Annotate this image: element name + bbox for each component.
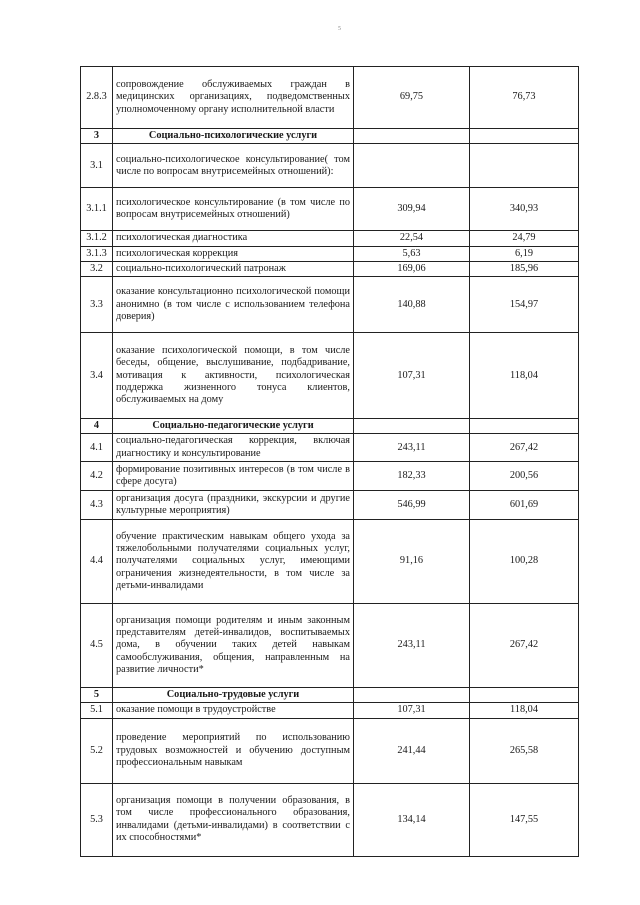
tariff-value-1: 22,54 (354, 231, 470, 246)
section-number: 4 (81, 419, 113, 434)
tariff-value-2: 154,97 (470, 277, 579, 333)
tariff-value-1: 134,14 (354, 783, 470, 856)
tariff-value-2: 340,93 (470, 188, 579, 231)
table-body (81, 67, 579, 857)
tariff-value-2: 267,42 (470, 434, 579, 462)
tariff-value-1: 546,99 (354, 491, 470, 520)
section-number: 5 (81, 688, 113, 703)
table-row (81, 67, 579, 129)
tariff-value-2: 76,73 (470, 67, 579, 129)
item-number: 3.1.2 (81, 231, 113, 246)
table-row (81, 783, 579, 856)
tariff-value-2: 267,42 (470, 604, 579, 688)
tariff-value-1: 107,31 (354, 703, 470, 718)
service-description: организация помощи родителям и иным законным представителям детей-инвалидов, воспитываемых дома, в обучении таких детей навыкам самообслуживания, общения, направленным на развитие личности* (113, 604, 354, 688)
item-number: 5.1 (81, 703, 113, 718)
section-title: Социально-трудовые услуги (113, 688, 354, 703)
table-row (81, 434, 579, 462)
item-number: 3.1.3 (81, 246, 113, 261)
service-description: оказание психологической помощи, в том числе беседы, общение, выслушивание, подбадривание, мотивация к активности, психологическая поддержка жизненного тонуса клиентов, обслуживаемых на дому (113, 333, 354, 419)
item-number: 5.2 (81, 718, 113, 783)
tariff-value-2: 100,28 (470, 520, 579, 604)
tariff-value-1: 69,75 (354, 67, 470, 129)
tariff-value-1: 243,11 (354, 434, 470, 462)
service-description: социально-педагогическая коррекция, включая диагностику и консультирование (113, 434, 354, 462)
section-header-row (81, 688, 579, 703)
tariff-value-1: 169,06 (354, 261, 470, 276)
table-row (81, 718, 579, 783)
table-row (81, 144, 579, 188)
table-row (81, 491, 579, 520)
section-header-row (81, 129, 579, 144)
tariff-value-2: 185,96 (470, 261, 579, 276)
service-description: социально-психологический патронаж (113, 261, 354, 276)
tariff-value-2: 24,79 (470, 231, 579, 246)
tariff-value-2 (470, 144, 579, 188)
section-title: Социально-педагогические услуги (113, 419, 354, 434)
table-row (81, 188, 579, 231)
item-number: 3.2 (81, 261, 113, 276)
empty-cell (470, 419, 579, 434)
item-number: 3.1.1 (81, 188, 113, 231)
empty-cell (354, 688, 470, 703)
item-number: 4.5 (81, 604, 113, 688)
item-number: 4.3 (81, 491, 113, 520)
tariff-value-2: 601,69 (470, 491, 579, 520)
tariff-value-1: 309,94 (354, 188, 470, 231)
section-header-row (81, 419, 579, 434)
tariff-value-1: 241,44 (354, 718, 470, 783)
service-description: сопровождение обслуживаемых граждан в медицинских организациях, подведомственных уполномоченному органу исполнительной власти (113, 67, 354, 129)
table-row (81, 520, 579, 604)
tariff-value-2: 118,04 (470, 703, 579, 718)
service-description: проведение мероприятий по использованию трудовых возможностей и обучению доступным профессиональным навыкам (113, 718, 354, 783)
empty-cell (470, 688, 579, 703)
empty-cell (354, 419, 470, 434)
table-row (81, 277, 579, 333)
service-description: психологическое консультирование (в том числе по вопросам внутрисемейных отношений) (113, 188, 354, 231)
tariff-value-2: 265,58 (470, 718, 579, 783)
item-number: 4.2 (81, 462, 113, 491)
tariff-value-1: 243,11 (354, 604, 470, 688)
table-row (81, 333, 579, 419)
service-description: организация досуга (праздники, экскурсии и другие культурные мероприятия) (113, 491, 354, 520)
tariff-value-1: 107,31 (354, 333, 470, 419)
tariff-value-1 (354, 144, 470, 188)
section-number: 3 (81, 129, 113, 144)
service-description: обучение практическим навыкам общего ухода за тяжелобольными получателями социальных услуг, получателями социальных услуг, имеющими ограничения жизнедеятельности, в том числе за детьми-инвалидами (113, 520, 354, 604)
tariff-value-1: 5,63 (354, 246, 470, 261)
tariff-value-2: 200,56 (470, 462, 579, 491)
tariff-value-1: 91,16 (354, 520, 470, 604)
service-description: формирование позитивных интересов (в том числе в сфере досуга) (113, 462, 354, 491)
empty-cell (470, 129, 579, 144)
item-number: 5.3 (81, 783, 113, 856)
empty-cell (354, 129, 470, 144)
tariff-value-2: 147,55 (470, 783, 579, 856)
table-row (81, 604, 579, 688)
item-number: 3.1 (81, 144, 113, 188)
service-description: психологическая диагностика (113, 231, 354, 246)
service-description: психологическая коррекция (113, 246, 354, 261)
table-row (81, 231, 579, 246)
table-row (81, 261, 579, 276)
tariff-value-1: 182,33 (354, 462, 470, 491)
tariff-value-2: 6,19 (470, 246, 579, 261)
item-number: 3.4 (81, 333, 113, 419)
item-number: 4.1 (81, 434, 113, 462)
table-row (81, 246, 579, 261)
service-description: оказание консультационно психологической помощи анонимно (в том числе с использованием телефона доверия) (113, 277, 354, 333)
tariff-value-2: 118,04 (470, 333, 579, 419)
service-description: организация помощи в получении образования, в том числе профессионального образования, инвалидами (детьми-инвалидами) в соответствии с их способностями* (113, 783, 354, 856)
section-title: Социально-психологические услуги (113, 129, 354, 144)
service-fee-table (80, 66, 579, 857)
page-number: 5 (338, 26, 341, 32)
tariff-value-1: 140,88 (354, 277, 470, 333)
table-row (81, 462, 579, 491)
service-description: социально-психологическое консультирование( том числе по вопросам внутрисемейных отношений): (113, 144, 354, 188)
item-number: 4.4 (81, 520, 113, 604)
item-number: 3.3 (81, 277, 113, 333)
service-description: оказание помощи в трудоустройстве (113, 703, 354, 718)
table-row (81, 703, 579, 718)
item-number: 2.8.3 (81, 67, 113, 129)
